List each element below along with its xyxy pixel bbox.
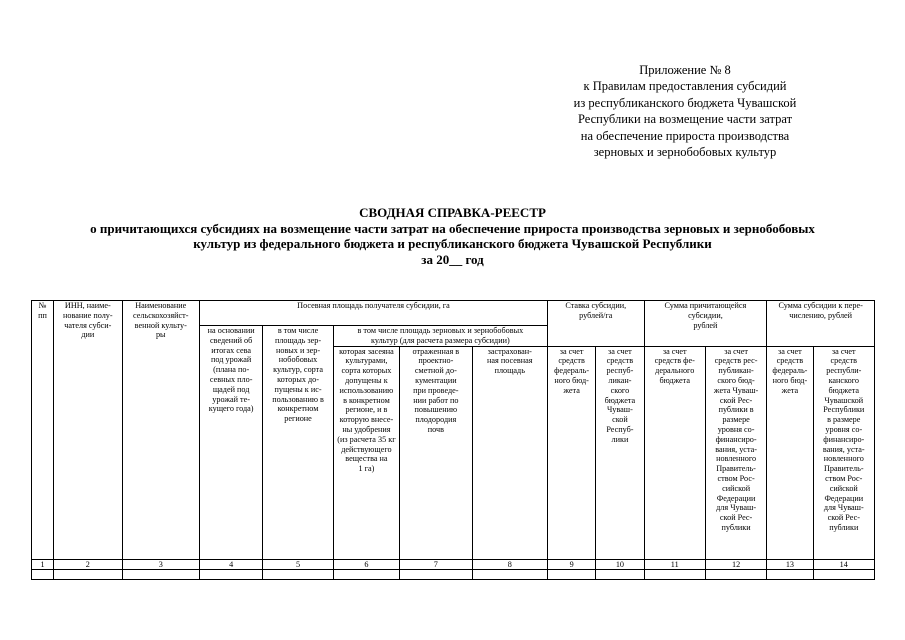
appendix-line: Республики на возмещение части затрат	[577, 112, 793, 127]
title-line-2: культур из федерального бюджета и республиканского бюджета Чувашской Республики	[193, 236, 712, 251]
title-line-1: о причитающихся субсидиях на возмещение части затрат на обеспечение прироста производства зерновых и зернобобовых	[90, 220, 815, 236]
header-rate-federal: за счет средств федераль- ного бюд- жета	[547, 346, 595, 559]
column-number: 10	[596, 559, 644, 569]
header-sown-area: Посевная площадь получателя субсидии, га	[199, 301, 547, 326]
header-inn: ИНН, наиме- нование полу- чателя субси- дии	[54, 301, 122, 560]
header-transfer-republic: за счет средств республи- канского бюджета Чувашской Республики в размере уровня со- финансиро- вания, уста- новленного Правитель- ством Рос- сийской Федерации для Чуваш- ской Рес- публики	[813, 346, 874, 559]
table-cell	[400, 569, 472, 579]
header-transfer-amount: Сумма субсидии к пере- числению, рублей	[767, 301, 875, 347]
table-cell	[263, 569, 333, 579]
table-cell	[54, 569, 122, 579]
header-crop-name: Наименование сельскохозяйст- венной культу- ры	[122, 301, 199, 560]
table-cell	[333, 569, 399, 579]
column-number: 8	[472, 559, 547, 569]
column-number: 11	[644, 559, 705, 569]
header-area-basis: на основании сведений об итогах сева под урожай (плана по- севных пло- щадей под урожай те- кущего года)	[199, 326, 262, 560]
appendix-line: на обеспечение прироста производства	[580, 128, 790, 143]
title-line-3: за 20__ год	[421, 251, 484, 267]
column-number: 5	[263, 559, 333, 569]
column-number: 9	[547, 559, 595, 569]
registry-table	[31, 300, 875, 580]
table-cell	[122, 569, 199, 579]
header-transfer-federal: за счет средств федераль- ного бюд- жета	[767, 346, 813, 559]
appendix-line: зерновых и зернобобовых культур	[593, 145, 777, 160]
column-number: 4	[199, 559, 262, 569]
header-area-project: отраженная в проектно- сметной до- кументации при проведе- нии работ по повышению плодородия почв	[400, 346, 472, 559]
header-due-amount: Сумма причитающейся субсидии, рублей	[644, 301, 767, 347]
header-due-republic: за счет средств рес- публикан- ского бюд- жета Чуваш- ской Рес- публики в размере уровня со- финансиро- вания, уста- новленного Правитель- ством Рос- сийской Федерации для Чуваш- ской Рес- публики	[705, 346, 766, 559]
appendix-header	[560, 62, 810, 160]
appendix-line: к Правилам предоставления субсидий	[583, 79, 787, 94]
table-cell	[32, 569, 54, 579]
table-cell	[705, 569, 766, 579]
column-number: 6	[333, 559, 399, 569]
header-area-admitted: в том числе площадь зер- новых и зер- нобобовых культур, сорта которых до- пущены к ис- пользованию в конкретном регионе	[263, 326, 333, 560]
appendix-line: Приложение № 8	[639, 63, 731, 77]
table-cell	[472, 569, 547, 579]
appendix-line: из республиканского бюджета Чувашской	[573, 95, 797, 110]
header-subsidy-rate: Ставка субсидии, рублей/га	[547, 301, 644, 347]
table-cell	[813, 569, 874, 579]
column-number: 7	[400, 559, 472, 569]
table-cell	[199, 569, 262, 579]
column-number-row	[32, 559, 875, 569]
table-cell	[767, 569, 813, 579]
empty-data-row	[32, 569, 875, 579]
column-number: 3	[122, 559, 199, 569]
column-number: 2	[54, 559, 122, 569]
column-number: 1	[32, 559, 54, 569]
column-number: 12	[705, 559, 766, 569]
header-rate-republic: за счет средств респуб- ликан- ского бюджета Чуваш- ской Респуб- лики	[596, 346, 644, 559]
title-heading: СВОДНАЯ СПРАВКА-РЕЕСТР	[359, 205, 546, 220]
column-number: 14	[813, 559, 874, 569]
table-cell	[547, 569, 595, 579]
column-number: 13	[767, 559, 813, 569]
document-title	[0, 205, 905, 267]
table-cell	[644, 569, 705, 579]
header-due-federal: за счет средств фе- дерального бюджета	[644, 346, 705, 559]
header-area-insured: застрахован- ная посевная площадь	[472, 346, 547, 559]
header-number: № пп	[32, 301, 54, 560]
header-area-fertilized: которая засеяна культурами, сорта которых допущены к использованию в конкретном регионе, и в которую внесе- ны удобрения (из расчета 35 кг действующего вещества на 1 га)	[333, 346, 399, 559]
table-cell	[596, 569, 644, 579]
header-area-subgroup: в том числе площадь зерновых и зернобобовых культур (для расчета размера субсидии)	[333, 326, 547, 347]
